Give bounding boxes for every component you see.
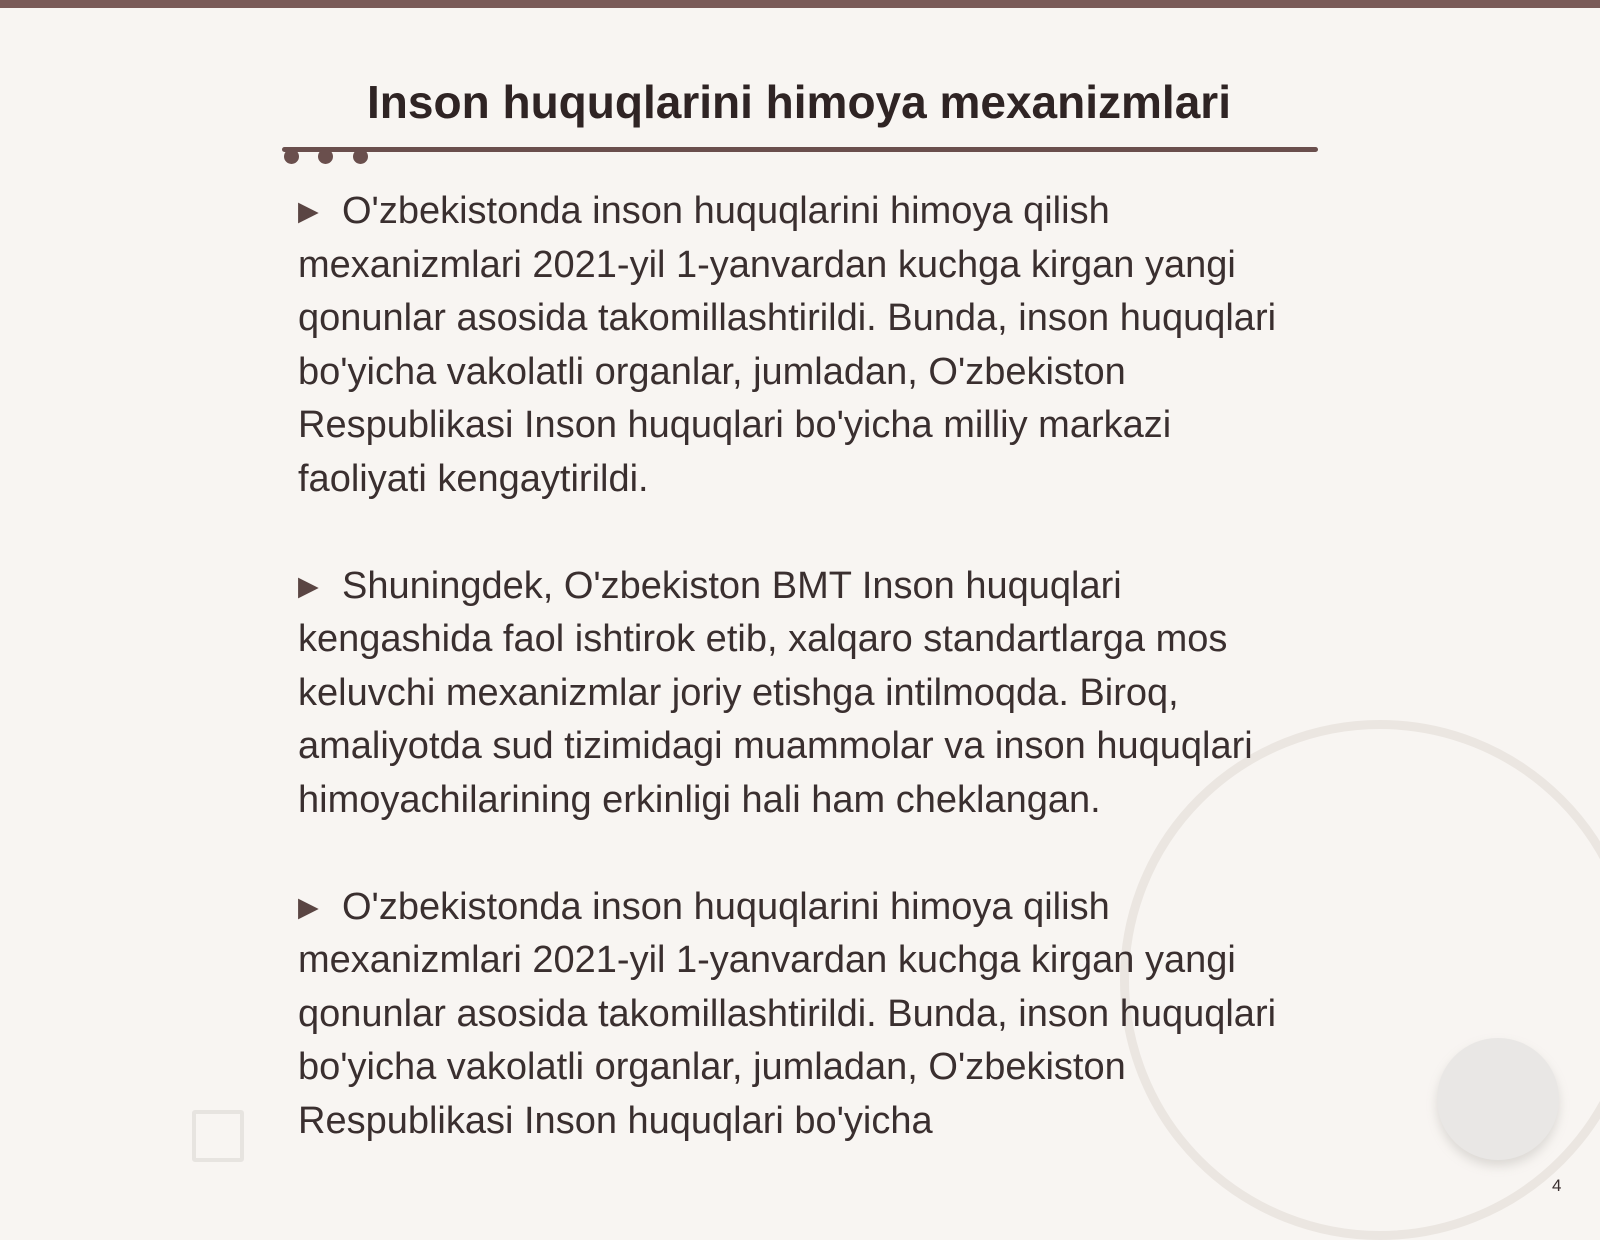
bullet-list [298, 185, 1308, 1202]
decorative-dot [353, 149, 368, 164]
bullet-item [298, 881, 1308, 1149]
decorative-dot [284, 149, 299, 164]
bullet-item [298, 185, 1308, 506]
slide-title: Inson huquqlarini himoya mexanizmlari [367, 76, 1231, 128]
slide-number: 4 [1552, 1176, 1562, 1195]
top-accent-bar [0, 0, 1600, 8]
bullet-item [298, 560, 1308, 828]
decorative-dot [318, 149, 333, 164]
bullet-text: Shuningdek, O'zbekiston BMT Inson huquqlari kengashida faol ishtirok etib, xalqaro standartlarga mos keluvchi mexanizmlar joriy etishga intilmoqda. Biroq, amaliyotda sud tizimidagi muammolar va inson huquqlari himoyachilarining erkinligi hali ham cheklangan. [298, 564, 1253, 821]
bullet-text: O'zbekistonda inson huquqlarini himoya qilish mexanizmlari 2021-yil 1-yanvardan kuchga kirgan yangi qonunlar asosida takomillashtirildi. Bunda, inson huquqlari bo'yicha vakolatli organlar, jumladan, O'zbekiston Respublikasi Inson huquqlari bo'yicha milliy markazi faoliyati kengaytirildi. [298, 190, 1277, 500]
title-underline [282, 147, 1318, 152]
bullet-text: O'zbekistonda inson huquqlarini himoya qilish mexanizmlari 2021-yil 1-yanvardan kuchga kirgan yangi qonunlar asosida takomillashtirildi. Bunda, inson huquqlari bo'yicha vakolatli organlar, jumladan, O'zbekiston Respublikasi Inson huquqlari bo'yicha [298, 885, 1277, 1142]
bullet-arrow-icon: ▶ [298, 570, 319, 601]
bullet-arrow-icon: ▶ [298, 196, 319, 226]
decorative-square [192, 1110, 244, 1162]
decorative-sphere [1437, 1038, 1559, 1160]
bullet-arrow-icon: ▶ [298, 891, 319, 922]
